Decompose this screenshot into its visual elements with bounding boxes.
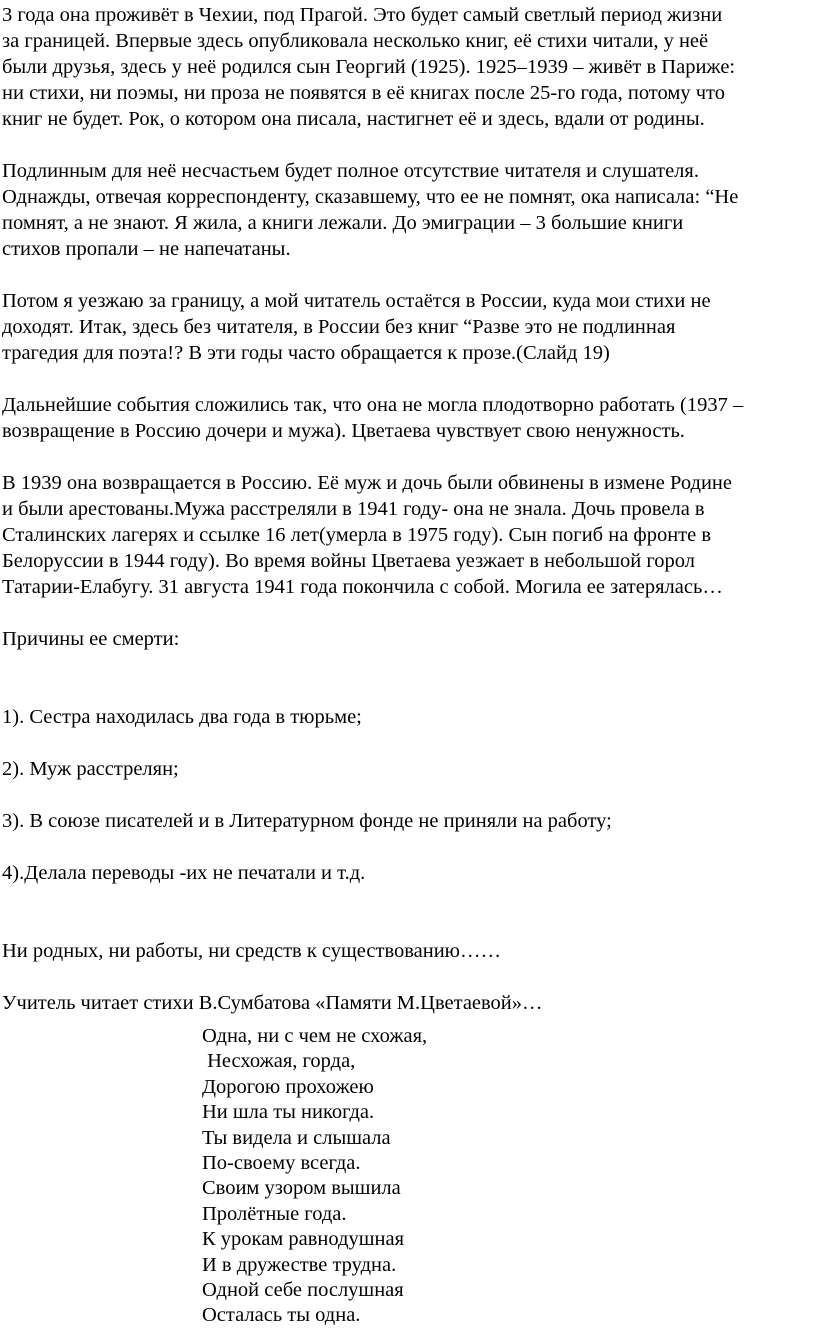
list-item: 3). В союзе писателей и в Литературном фонде не приняли на работу;	[2, 810, 612, 832]
poem-line: Одна, ни с чем не схожая,	[202, 1025, 428, 1047]
paragraph-teacher-reads: Учитель читает стихи В.Сумбатова «Памяти М.Цветаевой»…	[2, 992, 543, 1014]
poem	[202, 1024, 802, 1329]
paragraph-abroad: Потом я уезжаю за границу, а мой читатель остаётся в России, куда мои стихи не доходят. Итак, здесь без читателя, в России без книг “Разве это не подлинная трагедия для поэта!? В эти годы часто обращается к прозе.(Слайд 19)	[2, 290, 711, 364]
poem-line: К урокам равнодушная	[202, 1228, 405, 1251]
poem-line: Осталась ты одна.	[202, 1304, 361, 1327]
poem-line: По-своему всегда.	[202, 1152, 361, 1175]
list-item: 2). Муж расстрелян;	[2, 758, 179, 780]
poem-line: Дорогою прохожею	[202, 1075, 374, 1098]
poem-line: Ни шла ты никогда.	[202, 1101, 375, 1124]
paragraph-return-1939: В 1939 она возвращается в Россию. Её муж и дочь были обвинены в измене Родине и были арестованы.Мужа расстреляли в 1941 году- она не знала. Дочь провела в Сталинских лагерях и ссылке 16 лет(умерла в 1975 году). Сын погиб на фронте в Белоруссии в 1944 году). Во время войны Цветаева уезжает в небольшой горол Татарии-Елабугу. 31 августа 1941 года покончила с собой. Могила ее затерялась…	[2, 472, 733, 598]
paragraph-czech-period: 3 года она проживёт в Чехии, под Прагой. Это будет самый светлый период жизни за границей. Впервые здесь опубликовала несколько книг, её стихи читали, у неё были друзья, здесь у неё родился сын Георгий (1925). 1925–1939 – живёт в Париже: ни стихи, ни поэмы, ни проза не появятся в её книгах после 25-го года, потому что книг не будет. Рок, о котором она писала, настигнет её и здесь, вдали от родины.	[2, 4, 736, 130]
poem-line: Несхожая, горда,	[202, 1050, 356, 1073]
poem-line: Своим узором вышила	[202, 1177, 401, 1200]
paragraph-no-readers: Подлинным для неё несчастьем будет полное отсутствие читателя и слушателя. Однажды, отвечая корреспонденту, сказавшему, что ее не помнят, ока написала: “Не помнят, а не знают. Я жила, а книги лежали. До эмиграции – 3 большие книги стихов пропали – не напечатаны.	[2, 160, 739, 260]
poem-line: Пролётные года.	[202, 1202, 347, 1225]
poem-line: И в дружестве трудна.	[202, 1253, 397, 1276]
poem-line: Одной себе послушная	[202, 1279, 404, 1302]
list-item: 1). Сестра находилась два года в тюрьме;	[2, 706, 362, 728]
list-item: 4).Делала переводы -их не печатали и т.д.	[2, 862, 366, 884]
reasons-list	[2, 678, 802, 912]
paragraph-nothing-left: Ни родных, ни работы, ни средств к существованию……	[2, 940, 501, 962]
poem-line: Ты видела и слышала	[202, 1126, 391, 1149]
paragraph-further-events: Дальнейшие события сложились так, что она не могла плодотворно работать (1937 – возвращение в Россию дочери и мужа). Цветаева чувствует свою ненужность.	[2, 394, 744, 442]
paragraph-causes-heading: Причины ее смерти:	[2, 628, 180, 650]
